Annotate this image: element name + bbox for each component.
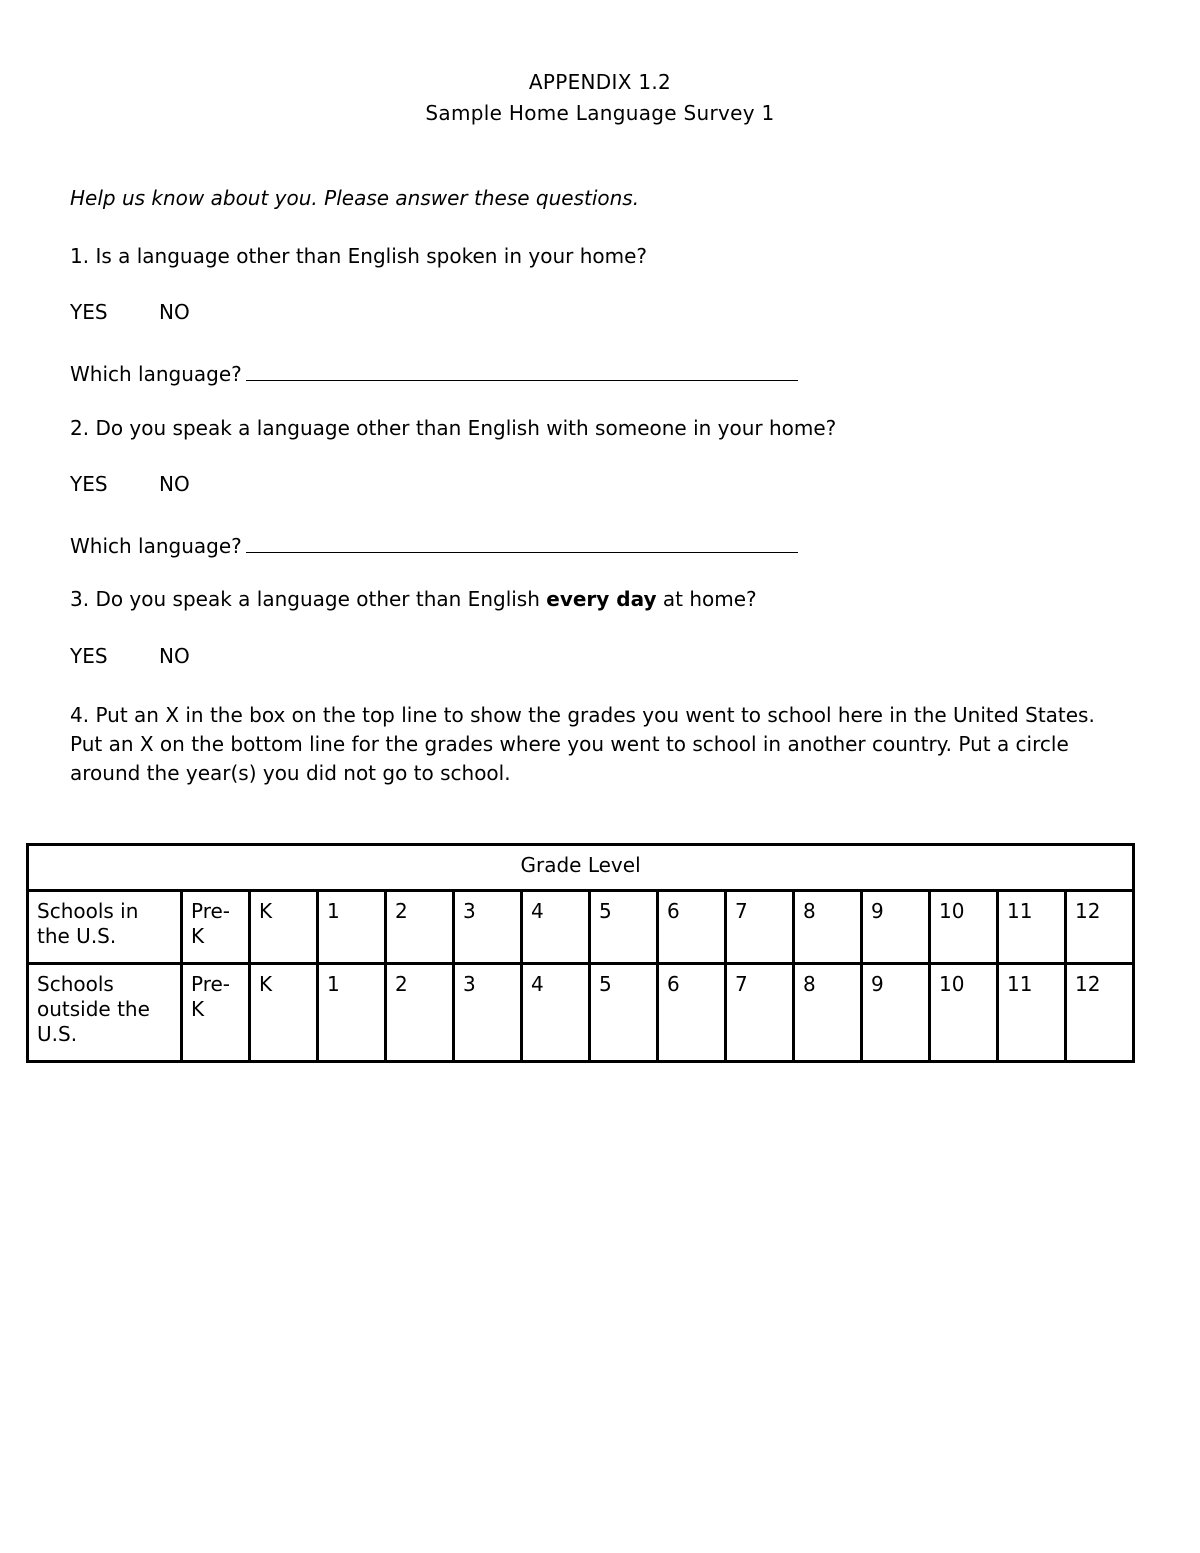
grade-cell[interactable]: 12: [1066, 891, 1134, 964]
question-3-prefix: 3. Do you speak a language other than English: [70, 587, 547, 611]
yes-option[interactable]: YES: [70, 300, 108, 324]
grade-cell[interactable]: 4: [522, 964, 590, 1062]
grade-cell[interactable]: 7: [726, 891, 794, 964]
no-option[interactable]: NO: [159, 644, 190, 668]
intro-text: Help us know about you. Please answer these questions.: [70, 186, 640, 210]
appendix-title: APPENDIX 1.2: [528, 70, 672, 94]
language-blank-line[interactable]: [246, 530, 798, 553]
no-option[interactable]: NO: [159, 300, 190, 324]
grade-cell[interactable]: 11: [998, 964, 1066, 1062]
grade-cell[interactable]: Pre-K: [182, 891, 250, 964]
grade-cell[interactable]: 3: [454, 964, 522, 1062]
grade-cell[interactable]: 2: [386, 964, 454, 1062]
grade-cell[interactable]: 1: [318, 964, 386, 1062]
grade-cell[interactable]: 10: [930, 891, 998, 964]
grade-cell[interactable]: 8: [794, 964, 862, 1062]
grade-cell[interactable]: 1: [318, 891, 386, 964]
yes-option[interactable]: YES: [70, 472, 108, 496]
grade-cell[interactable]: 12: [1066, 964, 1134, 1062]
grade-cell[interactable]: 5: [590, 964, 658, 1062]
grade-cell[interactable]: 11: [998, 891, 1066, 964]
question-4: 4. Put an X in the box on the top line to show the grades you went to school here in the United States. Put an X on the bottom line for the grades where you went to school in another country. Put a circle around the year(s) you did not go to school.: [70, 703, 1095, 785]
grade-cell[interactable]: 2: [386, 891, 454, 964]
row-label-us: Schools in the U.S.: [28, 891, 182, 964]
grade-level-table: [26, 843, 1135, 1063]
grade-level-header: Grade Level: [28, 845, 1134, 891]
question-3-emphasis: every day: [546, 587, 657, 611]
grade-cell[interactable]: K: [250, 964, 318, 1062]
question-3-suffix: at home?: [656, 587, 757, 611]
question-1: 1. Is a language other than English spoken in your home?: [70, 244, 648, 268]
row-label-outside-us: Schools outside the U.S.: [28, 964, 182, 1062]
grade-cell[interactable]: Pre-K: [182, 964, 250, 1062]
which-language-label: Which language?: [70, 362, 242, 386]
question-2-language-field: [70, 530, 798, 558]
question-1-language-field: [70, 358, 798, 386]
grade-cell[interactable]: 8: [794, 891, 862, 964]
grade-cell[interactable]: 7: [726, 964, 794, 1062]
which-language-label: Which language?: [70, 534, 242, 558]
grade-cell[interactable]: K: [250, 891, 318, 964]
yes-option[interactable]: YES: [70, 644, 108, 668]
grade-cell[interactable]: 6: [658, 964, 726, 1062]
question-3: [70, 587, 757, 611]
survey-title: Sample Home Language Survey 1: [425, 101, 775, 125]
row-schools-us: [28, 891, 1134, 964]
question-3-options: [70, 644, 190, 668]
grade-cell[interactable]: 3: [454, 891, 522, 964]
question-1-options: [70, 300, 190, 324]
language-blank-line[interactable]: [246, 358, 798, 381]
question-2-options: [70, 472, 190, 496]
row-schools-outside-us: [28, 964, 1134, 1062]
grade-cell[interactable]: 10: [930, 964, 998, 1062]
no-option[interactable]: NO: [159, 472, 190, 496]
grade-cell[interactable]: 4: [522, 891, 590, 964]
grade-cell[interactable]: 9: [862, 891, 930, 964]
grade-cell[interactable]: 9: [862, 964, 930, 1062]
grade-cell[interactable]: 6: [658, 891, 726, 964]
question-2: 2. Do you speak a language other than English with someone in your home?: [70, 416, 837, 440]
grade-cell[interactable]: 5: [590, 891, 658, 964]
